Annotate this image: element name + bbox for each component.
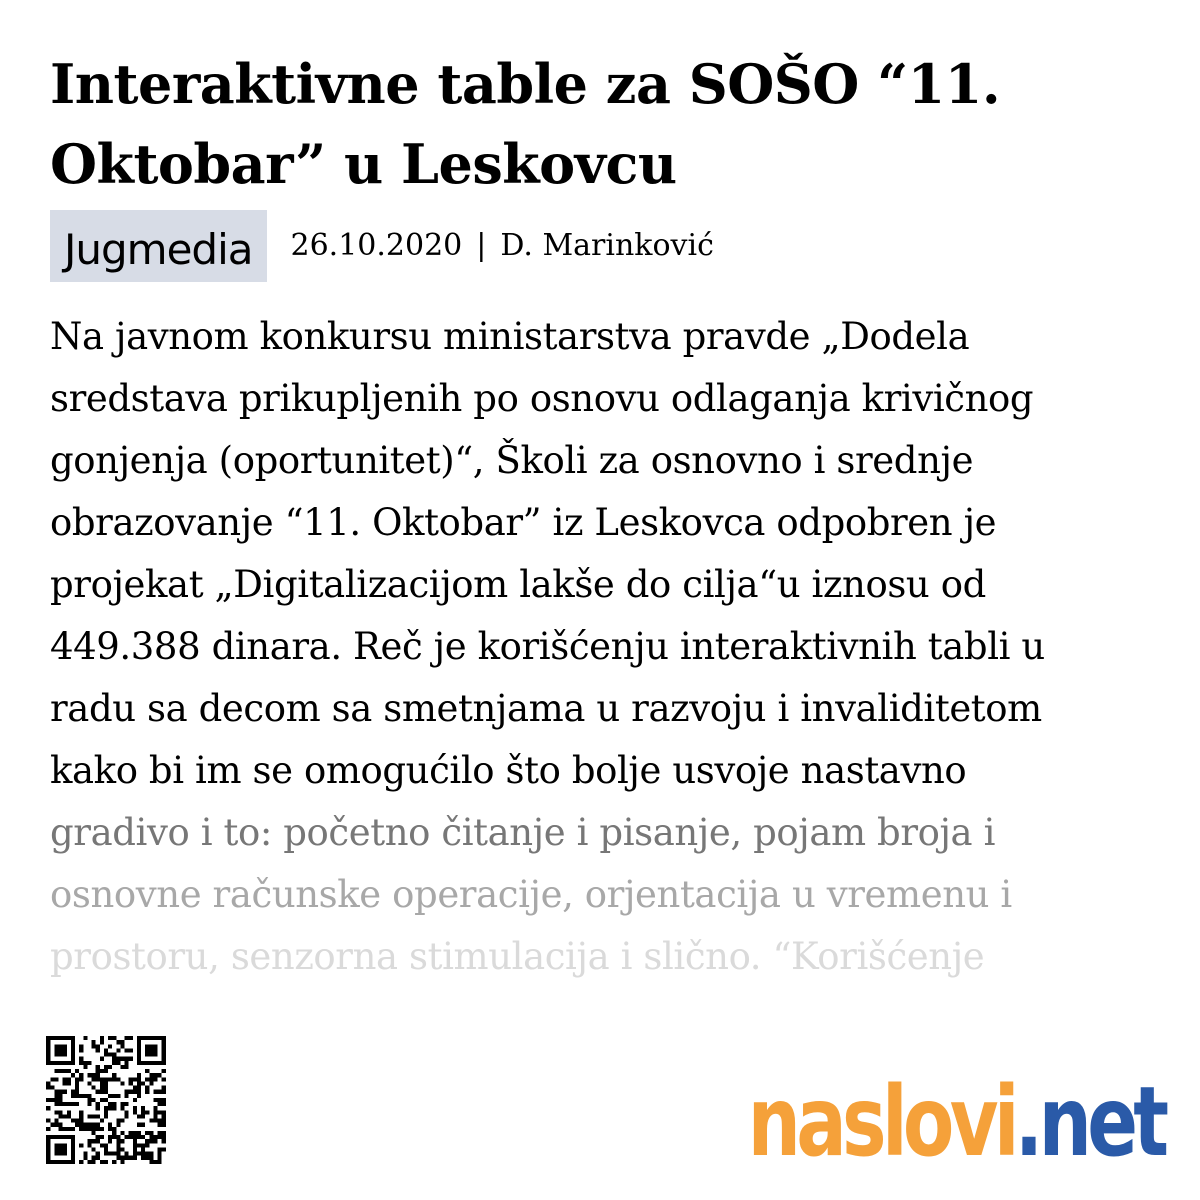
body-line: radu sa decom sa smetnjama u razvoju i invaliditetom: [50, 687, 1042, 730]
naslovi-logo[interactable]: [747, 1062, 1164, 1178]
body-line: prostoru, senzorna stimulacija i slično. “Korišćenje: [50, 935, 985, 978]
body-line: osnovne računske operacije, orjentacija u vremenu i: [50, 873, 1012, 916]
article-meta: [50, 210, 714, 284]
body-line: kako bi im se omogućilo što bolje usvoje nastavno: [50, 749, 967, 792]
article-title: Interaktivne table za SOŠO “11. Oktobar” u Leskovcu: [50, 52, 1001, 196]
logo-text-naslovi: naslovi: [747, 1066, 1015, 1178]
article-body: [50, 306, 1150, 988]
body-line: obrazovanje “11. Oktobar” iz Leskovca odpobren je: [50, 501, 997, 544]
source-badge[interactable]: Jugmedia: [50, 210, 267, 282]
logo-text-net: .net: [1014, 1066, 1164, 1178]
article-author: D. Marinković: [500, 228, 714, 263]
body-line: 449.388 dinara. Reč je korišćenju interaktivnih tabli u: [50, 625, 1045, 668]
meta-separator: |: [476, 228, 487, 263]
qr-code-icon[interactable]: [46, 1036, 166, 1164]
body-line: sredstava prikupljenih po osnovu odlaganja krivičnog: [50, 377, 1034, 420]
body-line: Na javnom konkursu ministarstva pravde „Dodela: [50, 315, 970, 358]
meta-info: [291, 228, 714, 263]
body-line: gradivo i to: početno čitanje i pisanje, pojam broja i: [50, 811, 996, 854]
body-line: projekat „Digitalizacijom lakše do cilja“u iznosu od: [50, 563, 986, 606]
article-date: 26.10.2020: [290, 228, 463, 263]
body-line: gonjenja (oportunitet)“, Školi za osnovno i srednje: [50, 439, 974, 482]
